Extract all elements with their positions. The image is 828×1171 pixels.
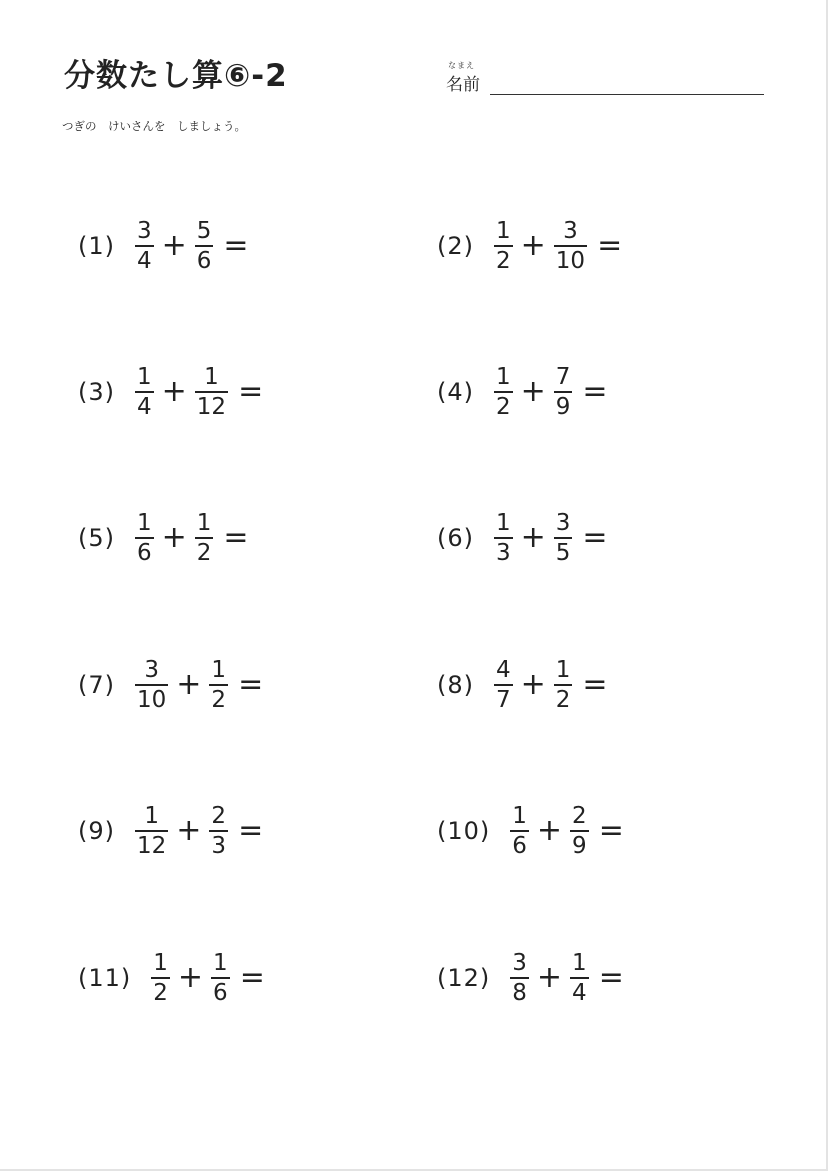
denominator: 3: [496, 539, 511, 566]
denominator: 2: [153, 979, 168, 1006]
fraction-a: [494, 217, 513, 274]
fraction-bar: [570, 977, 589, 979]
problem-number: (5): [78, 524, 115, 552]
plus-sign: +: [520, 667, 546, 702]
fraction-bar: [554, 537, 573, 539]
fraction-b: [195, 363, 228, 420]
fraction-a: [494, 509, 513, 566]
fraction-bar: [209, 684, 228, 686]
fraction-bar: [554, 391, 573, 393]
numerator: 1: [496, 509, 511, 536]
numerator: 3: [563, 217, 578, 244]
fraction-bar: [494, 537, 513, 539]
instruction-text: つぎの けいさんを しましょう。: [62, 119, 246, 133]
fraction-bar: [554, 684, 573, 686]
fraction-bar: [135, 537, 154, 539]
equals-sign: =: [223, 228, 249, 263]
denominator: 2: [496, 393, 511, 420]
numerator: 3: [555, 509, 571, 536]
plus-sign: +: [520, 374, 546, 409]
plus-sign: +: [177, 960, 204, 995]
problem-number: (7): [78, 671, 115, 699]
numerator: 3: [144, 656, 159, 683]
denominator: 2: [555, 686, 571, 713]
denominator: 10: [555, 247, 586, 274]
denominator: 9: [555, 393, 571, 420]
name-ruby-text: なまえ: [448, 61, 475, 70]
equals-sign: =: [238, 374, 264, 409]
problem-number: (12): [437, 964, 491, 992]
fraction-a: [494, 363, 513, 420]
fraction-a: [135, 656, 168, 713]
fraction-bar: [195, 537, 214, 539]
fraction-bar: [510, 830, 529, 832]
numerator: 1: [496, 363, 511, 390]
fraction-b: [209, 656, 228, 713]
problem-10: [437, 801, 624, 861]
name-write-line[interactable]: [490, 94, 764, 95]
fraction-b: [554, 363, 573, 420]
fraction-b: [195, 509, 214, 566]
numerator: 1: [204, 363, 219, 390]
fraction-b: [570, 949, 589, 1006]
denominator: 7: [496, 686, 511, 713]
fraction-a: [151, 949, 170, 1006]
denominator: 2: [211, 686, 227, 713]
fraction-bar: [135, 830, 168, 832]
plus-sign: +: [161, 374, 187, 409]
fraction-bar: [195, 391, 228, 393]
problem-number: (1): [78, 232, 115, 260]
denominator: 8: [512, 979, 527, 1006]
numerator: 1: [144, 802, 159, 829]
numerator: 3: [512, 949, 527, 976]
numerator: 2: [572, 802, 587, 829]
fraction-b: [570, 802, 589, 859]
problem-8: [437, 655, 608, 715]
fraction-bar: [151, 977, 170, 979]
fraction-bar: [211, 977, 230, 979]
fraction-a: [510, 949, 529, 1006]
fraction-a: [135, 509, 154, 566]
problem-11: [78, 948, 265, 1008]
equals-sign: =: [239, 960, 265, 995]
fraction-bar: [195, 245, 214, 247]
problem-number: (9): [78, 817, 115, 845]
numerator: 1: [496, 217, 511, 244]
numerator: 1: [213, 949, 228, 976]
numerator: 7: [555, 363, 571, 390]
problem-number: (8): [437, 671, 474, 699]
problem-number: (3): [78, 378, 115, 406]
numerator: 1: [137, 363, 152, 390]
fraction-a: [135, 802, 168, 859]
equals-sign: =: [598, 960, 624, 995]
denominator: 6: [512, 832, 527, 859]
plus-sign: +: [176, 667, 202, 702]
denominator: 10: [137, 686, 167, 713]
denominator: 6: [196, 247, 212, 274]
problem-1: [78, 216, 249, 276]
numerator: 2: [211, 802, 227, 829]
equals-sign: =: [582, 374, 608, 409]
numerator: 1: [196, 509, 212, 536]
denominator: 12: [196, 393, 227, 420]
fraction-a: [510, 802, 529, 859]
fraction-bar: [135, 245, 154, 247]
fraction-bar: [135, 684, 168, 686]
fraction-bar: [135, 391, 154, 393]
denominator: 3: [211, 832, 227, 859]
plus-sign: +: [520, 228, 546, 263]
numerator: 5: [196, 217, 212, 244]
problem-3: [78, 362, 263, 422]
fraction-a: [494, 656, 513, 713]
plus-sign: +: [161, 520, 187, 555]
fraction-a: [135, 217, 154, 274]
plus-sign: +: [536, 960, 563, 995]
numerator: 1: [137, 509, 152, 536]
equals-sign: =: [223, 520, 249, 555]
equals-sign: =: [582, 667, 608, 702]
problem-2: [437, 216, 622, 276]
denominator: 2: [496, 247, 511, 274]
problem-4: [437, 362, 608, 422]
denominator: 4: [137, 247, 152, 274]
fraction-bar: [494, 245, 513, 247]
numerator: 1: [153, 949, 168, 976]
problem-5: [78, 508, 249, 568]
denominator: 4: [137, 393, 152, 420]
fraction-bar: [494, 391, 513, 393]
equals-sign: =: [582, 520, 608, 555]
problem-7: [78, 655, 263, 715]
denominator: 6: [213, 979, 228, 1006]
fraction-b: [195, 217, 214, 274]
denominator: 6: [137, 539, 152, 566]
equals-sign: =: [597, 228, 623, 263]
plus-sign: +: [536, 813, 563, 848]
plus-sign: +: [520, 520, 546, 555]
numerator: 1: [555, 656, 571, 683]
fraction-bar: [570, 830, 589, 832]
problem-6: [437, 508, 608, 568]
problem-number: (10): [437, 817, 491, 845]
fraction-b: [554, 217, 587, 274]
equals-sign: =: [598, 813, 624, 848]
problem-9: [78, 801, 263, 861]
name-label-text: 名前: [446, 75, 480, 95]
fraction-bar: [494, 684, 513, 686]
fraction-bar: [554, 245, 587, 247]
denominator: 12: [137, 832, 167, 859]
fraction-b: [554, 656, 573, 713]
numerator: 1: [572, 949, 587, 976]
fraction-b: [554, 509, 573, 566]
fraction-bar: [209, 830, 228, 832]
denominator: 4: [572, 979, 587, 1006]
numerator: 3: [137, 217, 152, 244]
problem-number: (2): [437, 232, 474, 260]
problem-number: (6): [437, 524, 474, 552]
denominator: 5: [555, 539, 571, 566]
fraction-b: [211, 949, 230, 1006]
numerator: 1: [211, 656, 227, 683]
worksheet-title: 分数たし算⑥-2: [64, 58, 288, 94]
plus-sign: +: [176, 813, 202, 848]
equals-sign: =: [238, 813, 264, 848]
plus-sign: +: [161, 228, 187, 263]
numerator: 1: [512, 802, 527, 829]
fraction-bar: [510, 977, 529, 979]
fraction-a: [135, 363, 154, 420]
denominator: 9: [572, 832, 587, 859]
denominator: 2: [196, 539, 212, 566]
numerator: 4: [496, 656, 511, 683]
fraction-b: [209, 802, 228, 859]
problem-12: [437, 948, 624, 1008]
problem-number: (11): [78, 964, 132, 992]
equals-sign: =: [238, 667, 264, 702]
problem-number: (4): [437, 378, 474, 406]
